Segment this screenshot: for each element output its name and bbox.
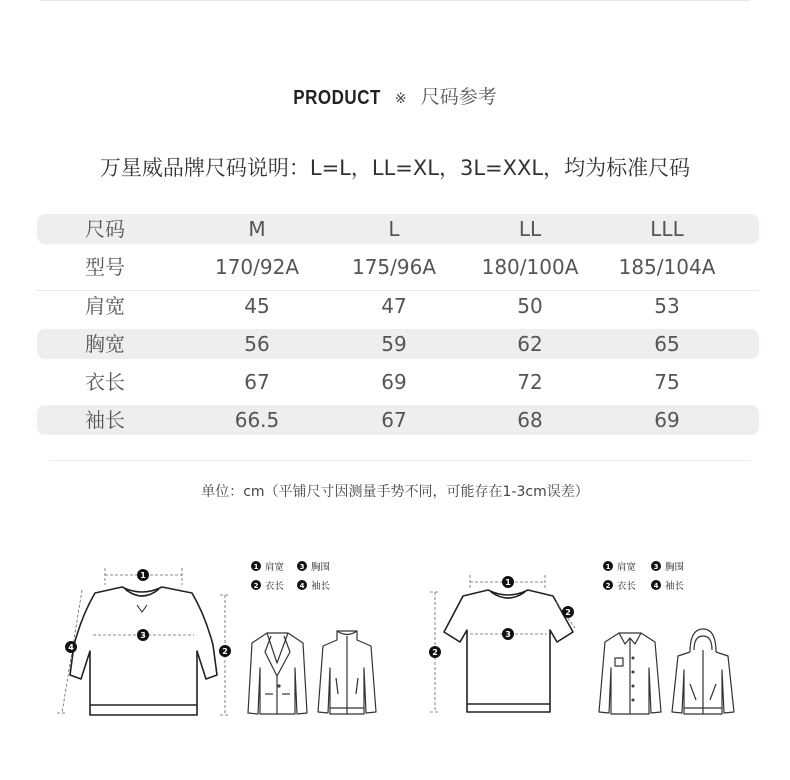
marker-label: 2 [222,647,228,656]
table-cell: 75 [654,370,680,394]
table-cell: 59 [381,332,407,356]
legend-label: 袖长 [311,581,331,592]
size-note: 万星威品牌尺码说明：L=L，LL=XL，3L=XXL，均为标准尺码 [99,156,691,180]
section-heading [0,82,790,109]
marker-label: 1 [505,578,511,587]
legend-label: 肩宽 [265,562,285,573]
header-cell: LL [518,217,542,241]
legend-label: 衣长 [265,581,285,592]
row-label: 胸宽 [85,332,125,356]
table-cell: 47 [381,294,407,318]
row-label: 肩宽 [85,294,125,318]
size-table [37,214,759,443]
table-cell: 180/100A [481,255,579,279]
table-cell: 45 [244,294,270,318]
shirt-sketch-icon [595,628,665,718]
hoodie-sketch-icon [668,626,738,718]
legend-num: 1 [253,563,259,571]
legend-num: 3 [653,563,659,571]
marker-label: 1 [140,571,146,580]
table-cell: 65 [654,332,680,356]
legend-label: 胸围 [311,562,331,573]
table-cell: 53 [654,294,680,318]
header-cell: M [248,217,266,241]
marker-label: 3 [140,631,146,640]
unit-note: 单位：cm（平铺尺寸因测量手势不同，可能存在1-3cm误差） [201,484,589,500]
legend-num: 4 [653,582,659,590]
marker-label: 4 [68,643,74,652]
legend-label: 胸围 [665,562,685,573]
table-cell: 175/96A [351,255,437,279]
row-label: 袖长 [85,408,125,432]
legend-label: 衣长 [617,581,637,592]
legend-label: 肩宽 [617,562,637,573]
table-cell: 67 [244,370,270,394]
section-divider [50,460,750,461]
table-row [37,252,759,282]
right-legend [600,556,710,596]
legend-num: 2 [605,582,611,590]
row-label: 衣长 [85,370,125,394]
row-label: 型号 [85,255,125,279]
heading-separator-icon: ※ [394,91,407,107]
legend-num: 2 [253,582,259,590]
heading-english: PRODUCT [293,86,381,109]
header-cell: L [388,217,400,241]
table-cell: 68 [517,408,543,432]
table-cell: 62 [517,332,543,356]
legend-num: 4 [299,582,305,590]
table-cell: 170/92A [214,255,300,279]
table-cell: 69 [381,370,407,394]
heading-chinese: 尺码参考 [420,86,497,108]
legend-num: 1 [605,563,611,571]
marker-label: 3 [505,630,511,639]
marker-label: 2 [565,608,571,617]
table-header-row [37,214,759,244]
left-legend [248,556,358,596]
table-cell: 185/104A [618,255,716,279]
table-cell: 67 [381,408,407,432]
sweater-measure-diagram [45,555,245,725]
top-divider [40,0,750,1]
blazer-sketch-icon [245,628,310,718]
table-cell: 66.5 [234,408,280,432]
table-cell: 72 [517,370,543,394]
table-cell: 69 [654,408,680,432]
legend-num: 3 [299,563,305,571]
table-cell: 56 [244,332,270,356]
tshirt-measure-diagram [425,562,585,722]
header-cell: LLL [650,217,684,241]
jacket-sketch-icon [316,628,378,718]
table-row [37,290,759,321]
legend-label: 袖长 [665,581,685,592]
table-row [37,405,759,435]
table-row [37,367,759,397]
header-cell: 尺码 [85,217,125,241]
table-row [37,329,759,359]
marker-label: 2 [432,648,438,657]
table-cell: 50 [517,294,543,318]
